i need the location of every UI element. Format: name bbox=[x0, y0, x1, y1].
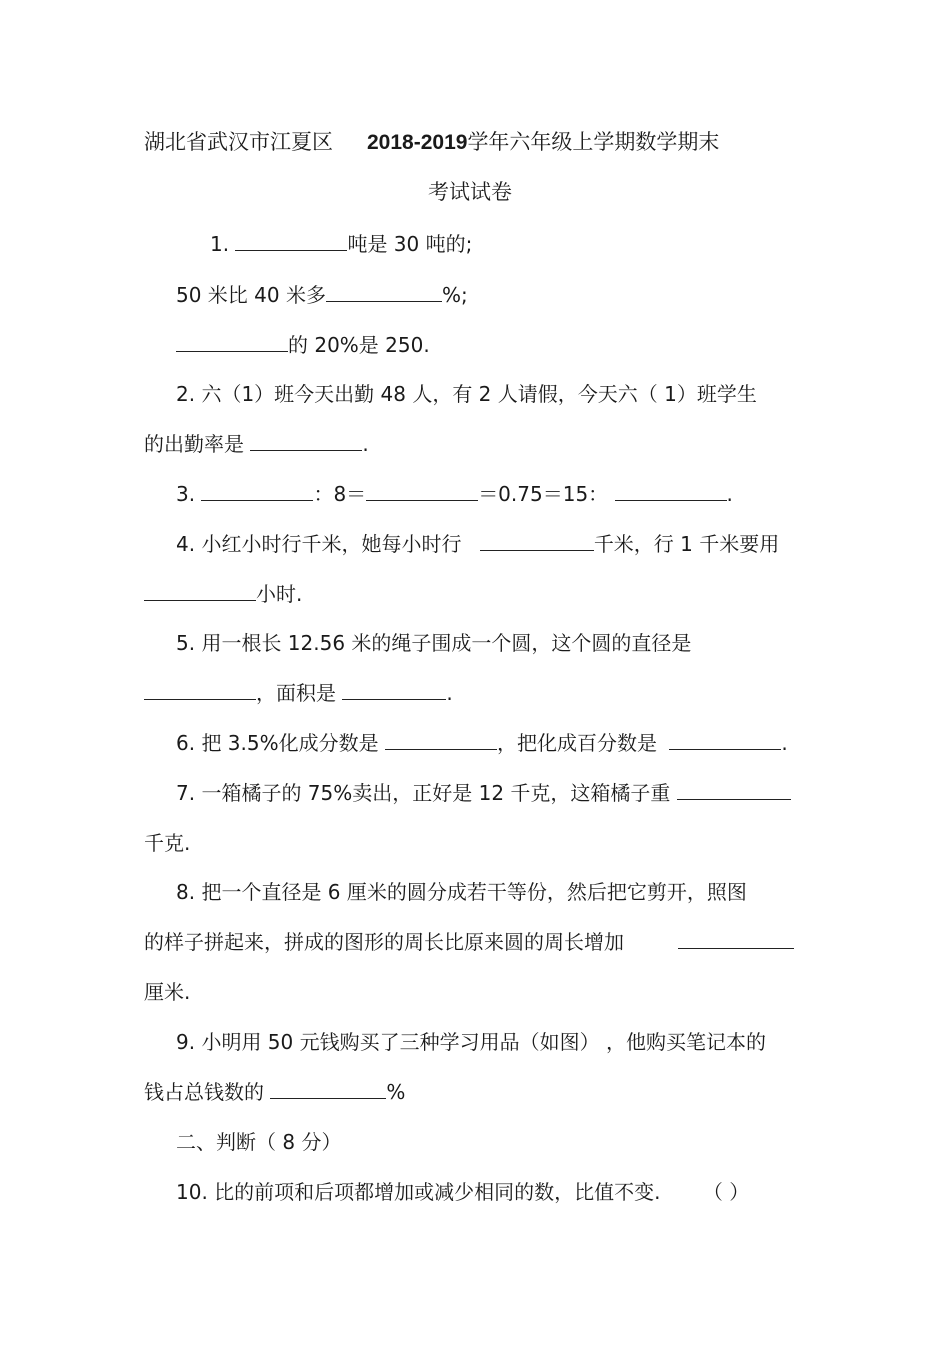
q3-text2: ＝0.75＝15： bbox=[478, 482, 609, 506]
q2-suffix: . bbox=[362, 432, 369, 456]
question-3 bbox=[176, 480, 733, 508]
answer-blank[interactable] bbox=[669, 731, 781, 750]
question-1b bbox=[176, 281, 468, 309]
question-5-line2 bbox=[144, 679, 453, 707]
question-8-line3 bbox=[144, 978, 190, 1006]
answer-paren[interactable]: （ ） bbox=[702, 1180, 750, 1204]
q3-text1: ：8＝ bbox=[313, 482, 367, 506]
q5-suffix: . bbox=[446, 681, 453, 705]
question-9-line1 bbox=[176, 1028, 766, 1056]
question-9-line2 bbox=[144, 1078, 405, 1106]
answer-blank[interactable] bbox=[235, 232, 347, 251]
q3-suffix: . bbox=[726, 482, 733, 506]
answer-blank[interactable] bbox=[201, 482, 313, 501]
q1b-suffix: %; bbox=[441, 283, 468, 307]
q6-suffix: . bbox=[781, 731, 788, 755]
answer-blank[interactable] bbox=[366, 482, 478, 501]
answer-blank[interactable] bbox=[677, 781, 791, 800]
q7-text1: 7. 一箱橘子的 75%卖出，正好是 12 千克，这箱橘子重 bbox=[176, 781, 671, 805]
question-2-line1 bbox=[176, 380, 757, 408]
answer-blank[interactable] bbox=[678, 930, 794, 949]
question-7-line2 bbox=[144, 829, 190, 857]
title-part2: 学年六年级上学期数学期末 bbox=[467, 130, 720, 154]
answer-blank[interactable] bbox=[480, 532, 594, 551]
q2-text2: 的出勤率是 bbox=[144, 432, 244, 456]
q9-text1: 9. 小明用 50 元钱购买了三种学习用品（如图） ，他购买笔记本的 bbox=[176, 1030, 766, 1054]
question-5-line1 bbox=[176, 629, 691, 657]
question-10 bbox=[176, 1178, 749, 1206]
question-1c bbox=[176, 331, 430, 359]
answer-blank[interactable] bbox=[250, 432, 362, 451]
q5-text1: 5. 用一根长 12.56 米的绳子围成一个圆，这个圆的直径是 bbox=[176, 631, 692, 655]
answer-blank[interactable] bbox=[144, 681, 256, 700]
q4-text1: 4. 小红小时行千米，她每小时行 bbox=[176, 532, 462, 556]
q5-text2: ，面积是 bbox=[256, 681, 336, 705]
title-part1: 湖北省武汉市江夏区 bbox=[144, 130, 333, 154]
question-8-line1 bbox=[176, 878, 747, 906]
q9-suffix: % bbox=[386, 1080, 406, 1104]
q1a-text: 吨是 30 吨的; bbox=[347, 232, 473, 256]
question-6 bbox=[176, 729, 788, 757]
q8-text2: 的样子拼起来，拼成的图形的周长比原来圆的周长增加 bbox=[144, 930, 624, 954]
q1a-number: 1. bbox=[210, 232, 230, 256]
question-4-line2 bbox=[144, 580, 302, 608]
title-year: 2018-2019 bbox=[367, 131, 468, 154]
question-2-line2 bbox=[144, 430, 369, 458]
q1c-text: 的 20%是 250. bbox=[288, 333, 430, 357]
answer-blank[interactable] bbox=[176, 333, 288, 352]
answer-blank[interactable] bbox=[615, 482, 727, 501]
q3-number: 3. bbox=[176, 482, 196, 506]
question-1a bbox=[210, 230, 472, 258]
q4-text2: 千米，行 1 千米要用 bbox=[593, 532, 780, 556]
q10-text: 10. 比的前项和后项都增加或减少相同的数，比值不变. bbox=[176, 1180, 661, 1204]
q7-text2: 千克. bbox=[144, 831, 191, 855]
q1b-text: 50 米比 40 米多 bbox=[176, 283, 326, 307]
section-2-heading bbox=[176, 1128, 341, 1156]
q2-text: 2. 六（1）班今天出勤 48 人，有 2 人请假，今天六（ 1）班学生 bbox=[176, 382, 757, 406]
answer-blank[interactable] bbox=[326, 283, 442, 302]
q6-text2: ，把化成百分数是 bbox=[496, 731, 657, 755]
q6-text1: 6. 把 3.5%化成分数是 bbox=[176, 731, 379, 755]
q4-text3: 小时. bbox=[256, 582, 303, 606]
question-4-line1 bbox=[176, 530, 779, 558]
answer-blank[interactable] bbox=[144, 582, 256, 601]
exam-title-line1 bbox=[144, 128, 719, 157]
answer-blank[interactable] bbox=[270, 1080, 386, 1099]
question-8-line2 bbox=[144, 928, 794, 956]
answer-blank[interactable] bbox=[342, 681, 446, 700]
title-line2-text: 考试试卷 bbox=[428, 180, 512, 204]
answer-blank[interactable] bbox=[385, 731, 497, 750]
q9-text2: 钱占总钱数的 bbox=[144, 1080, 264, 1104]
section-2-title: 二、判断（ 8 分） bbox=[176, 1130, 342, 1154]
exam-title-line2 bbox=[428, 178, 512, 206]
question-7-line1 bbox=[176, 779, 791, 807]
q8-text1: 8. 把一个直径是 6 厘米的圆分成若干等份，然后把它剪开，照图 bbox=[176, 880, 747, 904]
q8-text3: 厘米. bbox=[144, 980, 191, 1004]
